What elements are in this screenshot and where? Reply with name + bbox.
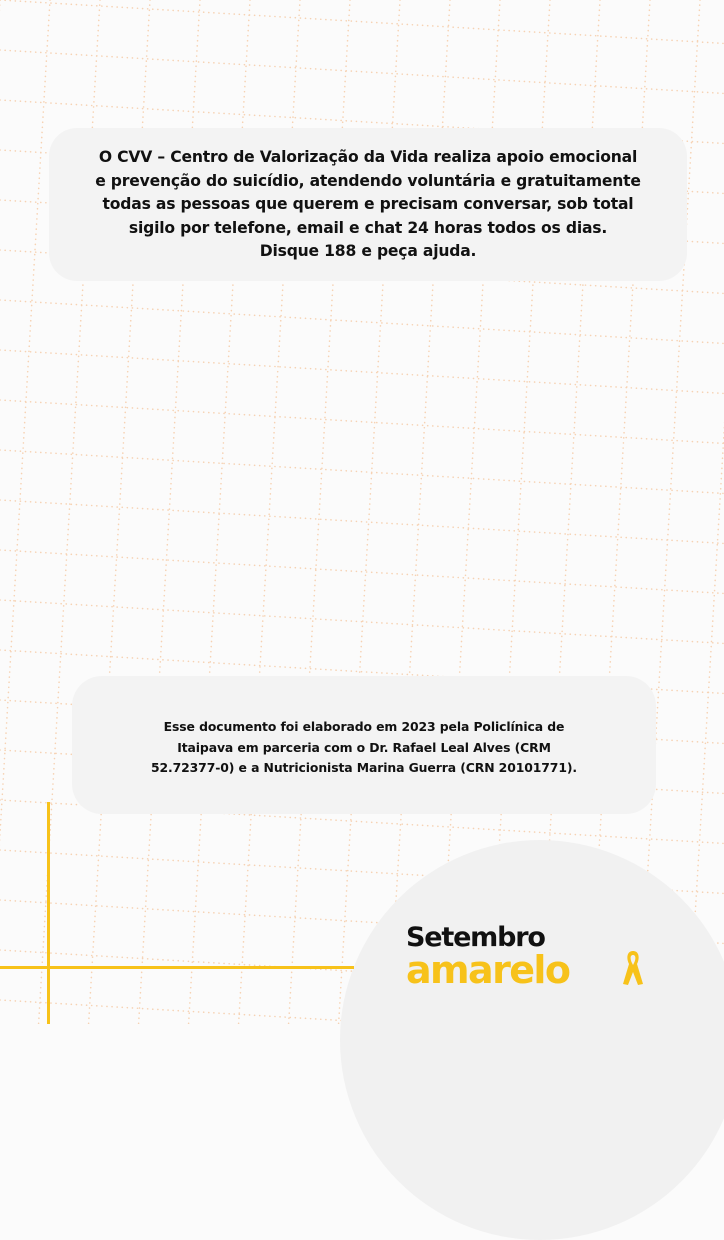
corner-decorative-circle bbox=[340, 840, 724, 1240]
credits-line-1: Esse documento foi elaborado em 2023 pela Policlínica de bbox=[163, 719, 565, 734]
yellow-horizontal-line bbox=[0, 966, 354, 969]
awareness-ribbon-icon bbox=[620, 948, 646, 988]
cvv-info-line-3: todas as pessoas que querem e precisam conversar, sob total bbox=[102, 195, 634, 214]
yellow-vertical-line bbox=[47, 802, 50, 1024]
cvv-info-box bbox=[49, 128, 687, 281]
cvv-info-line-2: e prevenção do suicídio, atendendo voluntária e gratuitamente bbox=[95, 171, 641, 190]
cvv-info-line-1: O CVV – Centro de Valorização da Vida realiza apoio emocional bbox=[98, 148, 638, 166]
cvv-info-line-4: sigilo por telefone, email e chat 24 horas todos os dias. bbox=[128, 218, 608, 237]
cvv-info-line-5: Disque 188 e peça ajuda. bbox=[259, 242, 477, 261]
credits-line-2: Itaipava em parceria com o Dr. Rafael Leal Alves (CRM bbox=[177, 739, 551, 755]
setembro-amarelo-logo bbox=[406, 922, 666, 1002]
credits-line-3: 52.72377-0) e a Nutricionista Marina Guerra (CRN 20101771). bbox=[150, 760, 578, 775]
logo-word-setembro: Setembro bbox=[406, 922, 545, 953]
logo-word-amarelo: amarelo bbox=[406, 948, 570, 992]
credits-box bbox=[72, 676, 656, 814]
